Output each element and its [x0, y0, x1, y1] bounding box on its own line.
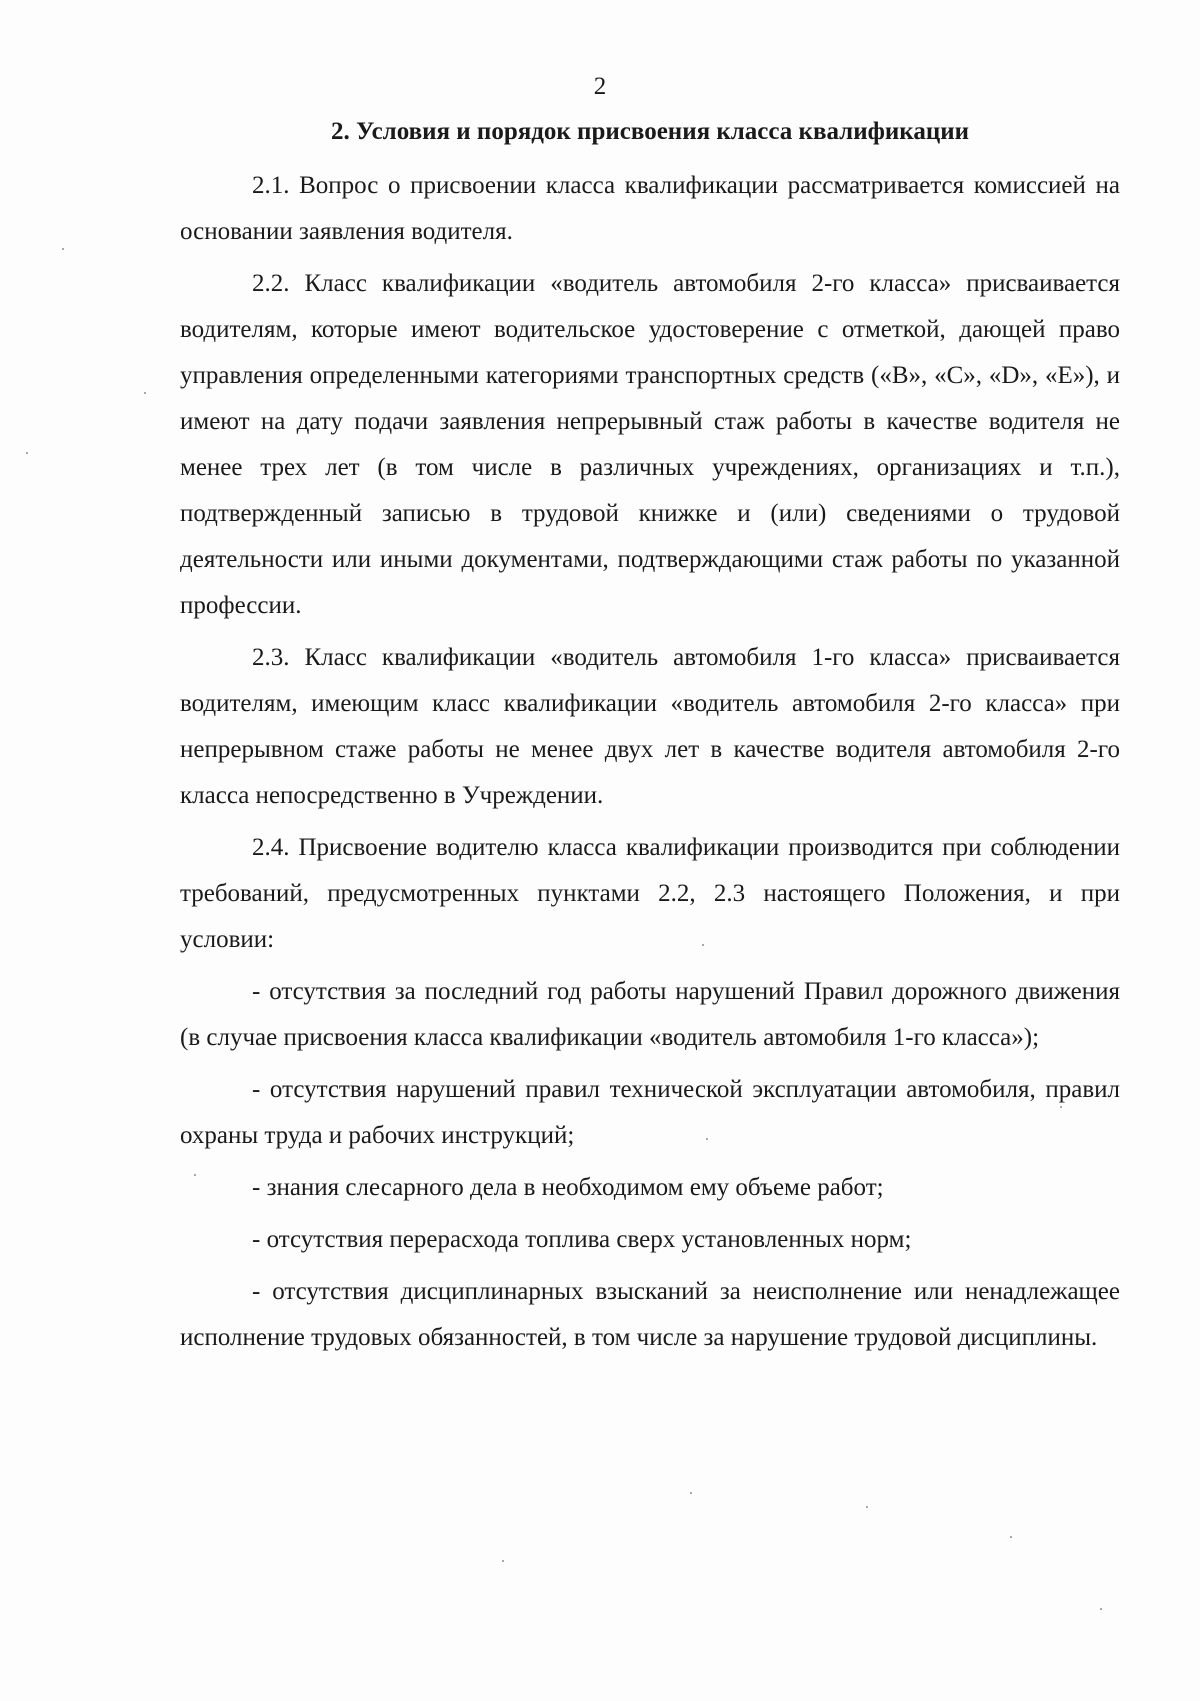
scan-speck [866, 1506, 868, 1508]
page-number: 2 [593, 73, 607, 100]
scan-speck [62, 248, 64, 250]
scan-speck [1010, 1536, 1012, 1538]
condition-no-disciplinary-penalties: - отсутствия дисциплинарных взысканий за неисполнение или ненадлежащее исполнение трудовых обязанностей, в том числе за нарушение трудовой дисциплины. [180, 1278, 1120, 1351]
scan-speck [26, 452, 28, 454]
scan-speck [690, 1492, 692, 1494]
condition-technical-operation: - отсутствия нарушений правил технической эксплуатации автомобиля, правил охраны труда и рабочих инструкций; [180, 1076, 1120, 1149]
scan-speck [1060, 1106, 1062, 1108]
body-text [180, 163, 1120, 1361]
condition-locksmith-knowledge: - знания слесарного дела в необходимом ему объеме работ; [252, 1174, 884, 1201]
scan-speck [706, 1138, 708, 1140]
section-heading: 2. Условия и порядок присвоения класса квалификации [330, 118, 970, 145]
paragraph-2-1: 2.1. Вопрос о присвоении класса квалификации рассматривается комиссией на основании заявления водителя. [180, 172, 1120, 245]
paragraph-2-2: 2.2. Класс квалификации «водитель автомобиля 2-го класса» присваивается водителям, которые имеют водительское удостоверение с отметкой, дающей право управления определенными категориями транспортных средств («В», «С», «D», «Е»), и имеют на дату подачи заявления непрерывный стаж работы в качестве водителя не менее трех лет (в том числе в различных учреждениях, организациях и т.п.), подтвержденный записью в трудовой книжке и (или) сведениями о трудовой деятельности или иными документами, подтверждающими стаж работы по указанной профессии. [180, 270, 1120, 619]
scan-speck [702, 944, 704, 946]
scan-speck [1100, 1608, 1102, 1610]
paragraph-2-4: 2.4. Присвоение водителю класса квалификации производится при соблюдении требований, предусмотренных пунктами 2.2, 2.3 настоящего Положения, и при условии: [180, 834, 1120, 953]
condition-traffic-rules: - отсутствия за последний год работы нарушений Правил дорожного движения (в случае присвоения класса квалификации «водитель автомобиля 1-го класса»); [180, 978, 1120, 1051]
scan-speck [194, 1174, 196, 1176]
paragraph-2-3: 2.3. Класс квалификации «водитель автомобиля 1-го класса» присваивается водителям, имеющим класс квалификации «водитель автомобиля 2-го класса» при непрерывном стаже работы не менее двух лет в качестве водителя автомобиля 2-го класса непосредственно в Учреждении. [180, 644, 1120, 809]
scan-speck [144, 392, 146, 394]
scan-speck [502, 1560, 504, 1562]
condition-fuel-consumption: - отсутствия перерасхода топлива сверх установленных норм; [252, 1226, 912, 1253]
